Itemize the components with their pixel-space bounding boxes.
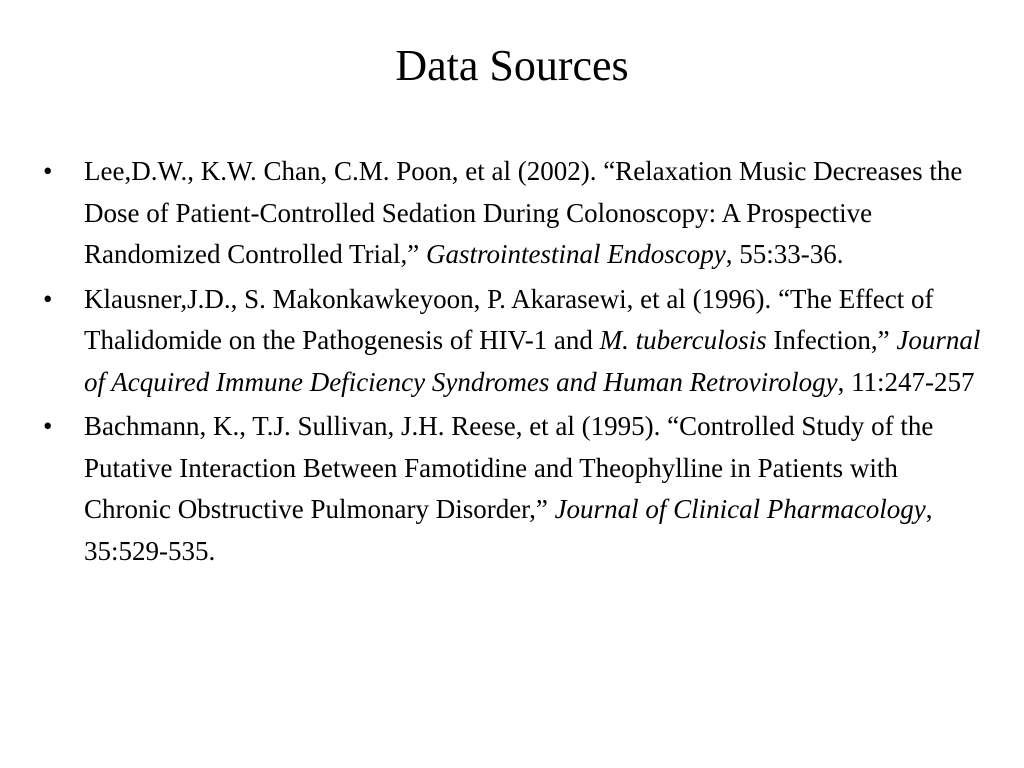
reference-citation: , 11:247-257 [837,366,975,397]
slide-title: Data Sources [395,41,629,90]
bullet-icon: • [43,411,53,441]
reference-authors: Klausner,J.D., S. Makonkawkeyoon, P. Akarasewi, et al (1996). [84,283,779,314]
reference-list [40,151,990,575]
reference-journal: Journal of Acquired Immune Deficiency Syndromes and Human Retrovirology [84,325,981,397]
reference-item-bachmann [40,406,990,572]
reference-authors: Lee,D.W., K.W. Chan, C.M. Poon, et al (2002). [84,156,604,186]
reference-citation: , 55:33-36. [725,239,844,269]
reference-journal: Gastrointestinal Endoscopy [425,239,726,269]
bullet-icon: • [43,283,53,314]
reference-journal: Journal of Clinical Pharmacology [554,494,926,524]
reference-item-lee [40,151,990,276]
reference-citation: , 35:529-535. [84,494,933,566]
reference-authors: Bachmann, K., T.J. Sullivan, J.H. Reese, et al (1995). [84,411,668,441]
reference-article-title-end: Infection,” [766,325,897,355]
reference-organism-name: M. tuberculosis [599,325,767,355]
reference-article-title: “Controlled Study of the Putative Interaction Between Famotidine and Theophylline in Patients with Chronic Obstructive Pulmonary Disorder,” [84,411,934,524]
bullet-icon: • [43,156,53,186]
reference-article-title-start: “The Effect of Thalidomide on the Pathogenesis of HIV-1 and [84,283,934,355]
reference-item-klausner [40,279,990,404]
reference-article-title: “Relaxation Music Decreases the Dose of Patient-Controlled Sedation During Colonoscopy: A Prospective Randomized Controlled Trial,” [84,156,963,269]
